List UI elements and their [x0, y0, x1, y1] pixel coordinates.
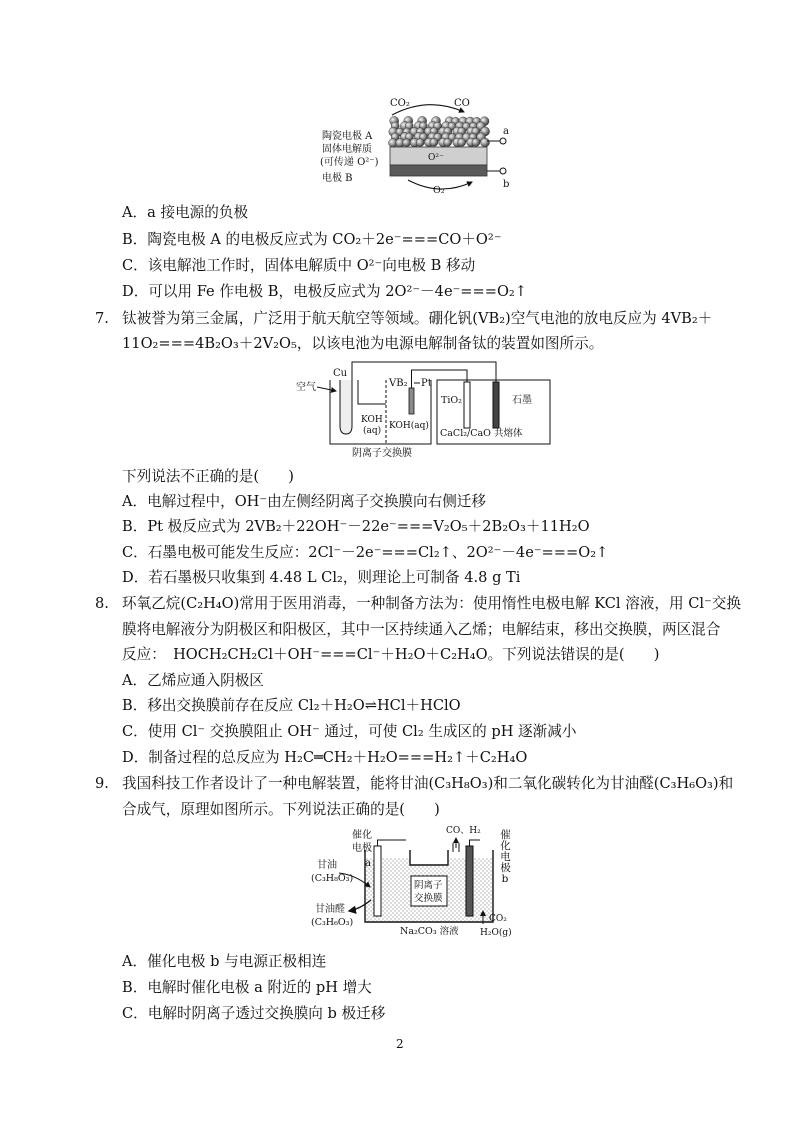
air-label: 空气	[296, 382, 316, 393]
battery-partition	[358, 380, 386, 404]
electrode-b-layer	[390, 165, 487, 176]
q9-number: 9.	[95, 775, 109, 792]
tio2-label: TiO₂	[441, 395, 462, 406]
vessel-bridge	[410, 850, 448, 865]
q7-option-d: D．若石墨极只收集到 4.48 L Cl₂，则理论上可制备 4.8 g Ti	[122, 569, 521, 586]
q9-option-c: C．电解时阴离子透过交换膜向 b 极迁移	[122, 1005, 386, 1022]
terminal-a-icon	[500, 138, 506, 144]
ceramic-particle	[403, 139, 411, 147]
terminal-b-label: b	[503, 179, 510, 190]
electrode-a-wire	[378, 840, 407, 846]
membrane-label-1: 阴离子	[414, 880, 443, 891]
ceramic-particle	[481, 138, 490, 147]
catalytic-electrode-a	[374, 846, 381, 916]
battery-electrolysis-apparatus-diagram	[292, 358, 558, 460]
ceramic-particle	[416, 139, 424, 147]
glycerol-formula: (C₃H₈O₃)	[311, 873, 354, 884]
pt-label: Pt	[421, 378, 432, 389]
glyceraldehyde-label: 甘油醛	[315, 904, 345, 915]
melt-label: CaCl₂/CaO 共熔体	[440, 428, 523, 439]
q7-prompt: 下列说法不正确的是( )	[122, 468, 294, 485]
q9-stem-line-2: 合成气，原理如图所示。下列说法正确的是( )	[122, 801, 440, 818]
q8-option-d: D．制备过程的总反应为 H₂C═CH₂＋H₂O===H₂↑＋C₂H₄O	[122, 749, 528, 766]
electrode-a-label-1: 催化	[352, 830, 372, 841]
catalytic-electrode-b	[466, 846, 473, 916]
co2-label: CO₂	[489, 914, 507, 924]
electrode-a-label-2: 电极	[352, 843, 372, 854]
electrode-b-label: 电极 B	[322, 173, 353, 184]
electrode-b-wire	[470, 840, 481, 846]
electrolyte-note-label: (可传递 O²⁻)	[320, 157, 379, 168]
solid-electrolyte-label: 固体电解质	[322, 144, 372, 155]
q7-stem-line-2: 11O₂===4B₂O₃＋2V₂O₅，以该电池为电源电解制备钛的装置如图所示。	[122, 335, 604, 352]
q9-stem-line-1: 我国科技工作者设计了一种电解装置，能将甘油(C₃H₈O₃)和二氧化碳转化为甘油醛(C₃H₆O₃)和	[122, 775, 734, 792]
q9-option-b: B．电解时催化电极 a 附近的 pH 增大	[122, 979, 372, 996]
co-label: CO	[454, 98, 470, 109]
glycerol-label: 甘油	[317, 860, 337, 871]
graphite-label: 石墨	[512, 395, 532, 406]
q6-option-a: A．a 接电源的负极	[122, 204, 249, 221]
q6-option-b: B．陶瓷电极 A 的电极反应式为 CO₂＋2e⁻===CO＋O²⁻	[122, 231, 502, 248]
q7-option-c: C．石墨电极可能发生反应：2Cl⁻－2e⁻===Cl₂↑、2O²⁻－4e⁻===O₂↑	[122, 544, 609, 561]
electrode-a-letter: a	[365, 858, 371, 869]
membrane-label-2: 交换膜	[414, 893, 443, 904]
oxide-ion-label: O²⁻	[428, 153, 444, 163]
vb2-label: VB₂	[389, 378, 408, 389]
air-inlet-arrow	[317, 387, 336, 391]
ceramic-particle	[472, 138, 480, 146]
q7-option-b: B．Pt 极反应式为 2VB₂＋22OH⁻－22e⁻===V₂O₅＋2B₂O₃＋11H₂O	[122, 518, 590, 535]
graphite-electrode	[493, 382, 499, 428]
cu-electrode	[340, 380, 352, 434]
co2-label: CO₂	[390, 98, 410, 109]
q6-option-d: D．可以用 Fe 作电极 B，电极反应式为 2O²⁻－4e⁻===O₂↑	[122, 283, 528, 300]
q7-number: 7.	[95, 310, 109, 327]
pt-wire	[412, 370, 468, 388]
ceramic-particle	[430, 138, 438, 146]
q7-option-a: A．电解过程中，OH⁻由左侧经阴离子交换膜向右侧迁移	[122, 493, 486, 510]
o2-label: O₂	[433, 185, 445, 196]
ceramic-particle	[444, 138, 452, 146]
q8-stem-line-2: 膜将电解液分为阴极区和阳极区，其中一区持续通入乙烯；电解结束，移出交换膜，两区混合	[122, 621, 721, 638]
q8-stem-line-1: 环氧乙烷(C₂H₄O)常用于医用消毒，一种制备方法为：使用惰性电极电解 KCl 溶液，用 Cl⁻交换	[122, 595, 741, 612]
terminal-b-icon	[500, 168, 506, 174]
syngas-label: CO、H₂	[446, 826, 481, 836]
membrane-caption: 阴离子交换膜	[352, 448, 412, 459]
q8-option-a: A．乙烯应通入阴极区	[122, 672, 264, 689]
solution-label: Na₂CO₃ 溶液	[400, 926, 459, 937]
q8-number: 8.	[95, 595, 109, 612]
terminal-a-label: a	[503, 126, 509, 137]
glycerol-electrolysis-diagram	[300, 824, 520, 940]
q8-stem-line-3: 反应： HOCH₂CH₂Cl＋OH⁻===Cl⁻＋H₂O＋C₂H₄O。下列说法错误的是( )	[122, 646, 660, 663]
tio2-electrode	[464, 382, 470, 428]
ceramic-particle	[458, 138, 466, 146]
koh-left-aq-label: (aq)	[363, 426, 382, 436]
water-vapor-label: H₂O(g)	[480, 928, 512, 938]
electrode-b-label: 催化电极b	[499, 829, 511, 886]
q9-option-a: A．催化电极 b 与电源正极相连	[122, 953, 327, 970]
solid-electrolyte-cell-diagram	[300, 88, 530, 200]
cu-label: Cu	[333, 368, 348, 379]
q6-option-c: C．该电解池工作时，固体电解质中 O²⁻向电极 B 移动	[122, 257, 476, 274]
koh-left-label: KOH	[361, 415, 383, 425]
glyceraldehyde-formula: (C₃H₆O₃)	[311, 917, 354, 928]
q7-stem-line-1: 钛被誉为第三金属，广泛用于航天航空等领域。硼化钒(VB₂)空气电池的放电反应为 4VB₂＋	[122, 310, 713, 327]
ceramic-electrode-label: 陶瓷电极 A	[322, 131, 373, 142]
vb2-pt-electrode	[409, 388, 414, 414]
page-number: 2	[396, 1037, 404, 1051]
q8-option-c: C．使用 Cl⁻ 交换膜阻止 OH⁻ 通过，可使 Cl₂ 生成区的 pH 逐渐减小	[122, 723, 577, 740]
ceramic-electrode-particles	[389, 116, 490, 147]
q8-option-b: B．移出交换膜前存在反应 Cl₂＋H₂O⇌HCl＋HClO	[122, 697, 461, 714]
koh-right-label: KOH(aq)	[389, 421, 429, 431]
